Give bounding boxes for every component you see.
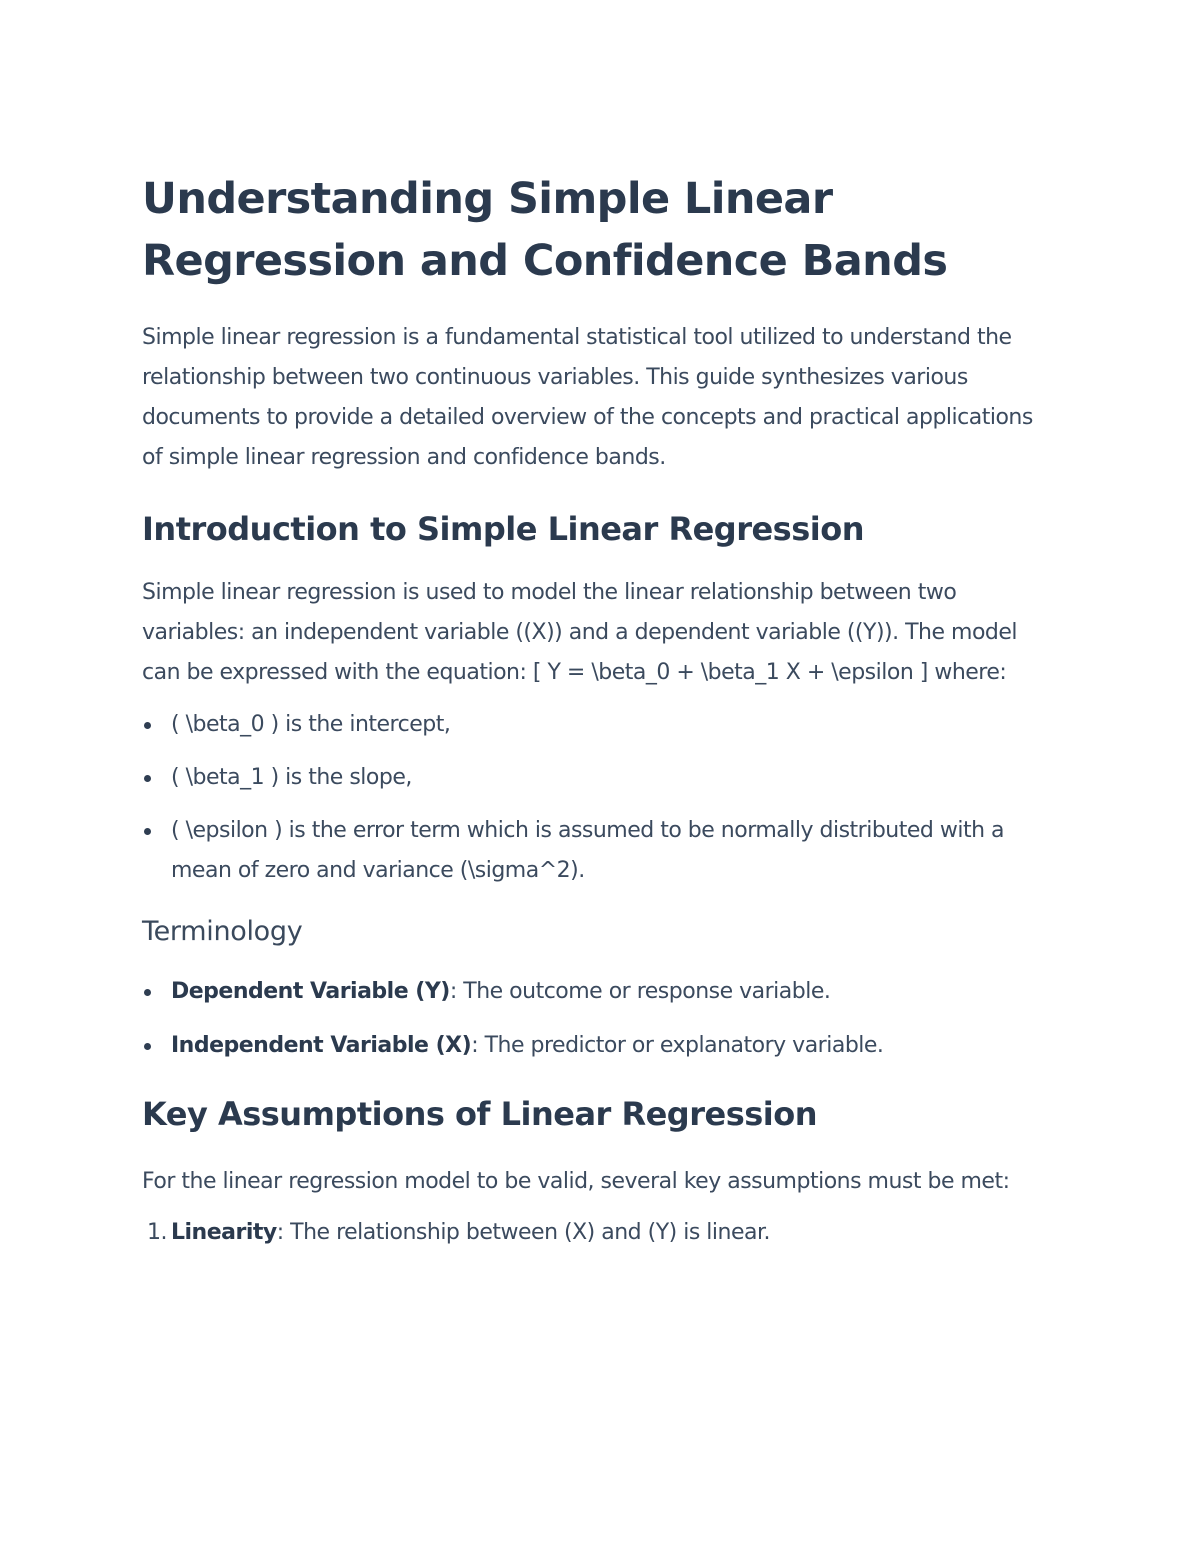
list-item: ( \beta_0 ) is the intercept, [142,705,1057,745]
model-terms-list [142,705,1057,891]
section-heading-assumptions: Key Assumptions of Linear Regression [142,1095,818,1133]
term-definition: The predictor or explanatory variable. [478,1033,884,1058]
list-item [142,972,1057,1012]
term-label: Dependent Variable (Y) [171,979,450,1004]
assumption-separator: : [276,1220,284,1245]
document-page [142,168,1057,1253]
list-item: ( \beta_1 ) is the slope, [142,758,1057,798]
list-item [142,1213,1057,1253]
model-paragraph: Simple linear regression is used to model the linear relationship between two variables: an independent variable ((X)) and a dependent variable ((Y)). The model can be expressed with the equation: [ Y = \beta_0 + \beta_1 X + \epsilon ] where: [142,580,1018,685]
list-number: 1. [147,1220,167,1245]
intro-paragraph: Simple linear regression is a fundamental statistical tool utilized to understand the relationship between two continuous variables. This guide synthesizes various documents to provide a detailed overview of the concepts and practical applications of simple linear regression and confidence bands. [142,325,1033,470]
list-item: ( \epsilon ) is the error term which is assumed to be normally distributed with a mean of zero and variance (\sigma^2). [142,811,1057,891]
page-title: Understanding Simple Linear Regression and Confidence Bands [142,174,948,286]
section-heading-introduction: Introduction to Simple Linear Regression [142,510,864,548]
assumptions-paragraph: For the linear regression model to be valid, several key assumptions must be met: [142,1169,1010,1194]
terminology-list [142,972,1057,1066]
subheading-terminology: Terminology [142,916,303,947]
list-item [142,1026,1057,1066]
assumption-definition: The relationship between (X) and (Y) is linear. [283,1220,770,1245]
term-label: Independent Variable (X) [171,1033,472,1058]
term-definition: The outcome or response variable. [456,979,831,1004]
assumption-label: Linearity [171,1220,277,1245]
term-separator: : [449,979,457,1004]
assumptions-list [142,1213,1057,1253]
term-separator: : [471,1033,479,1058]
